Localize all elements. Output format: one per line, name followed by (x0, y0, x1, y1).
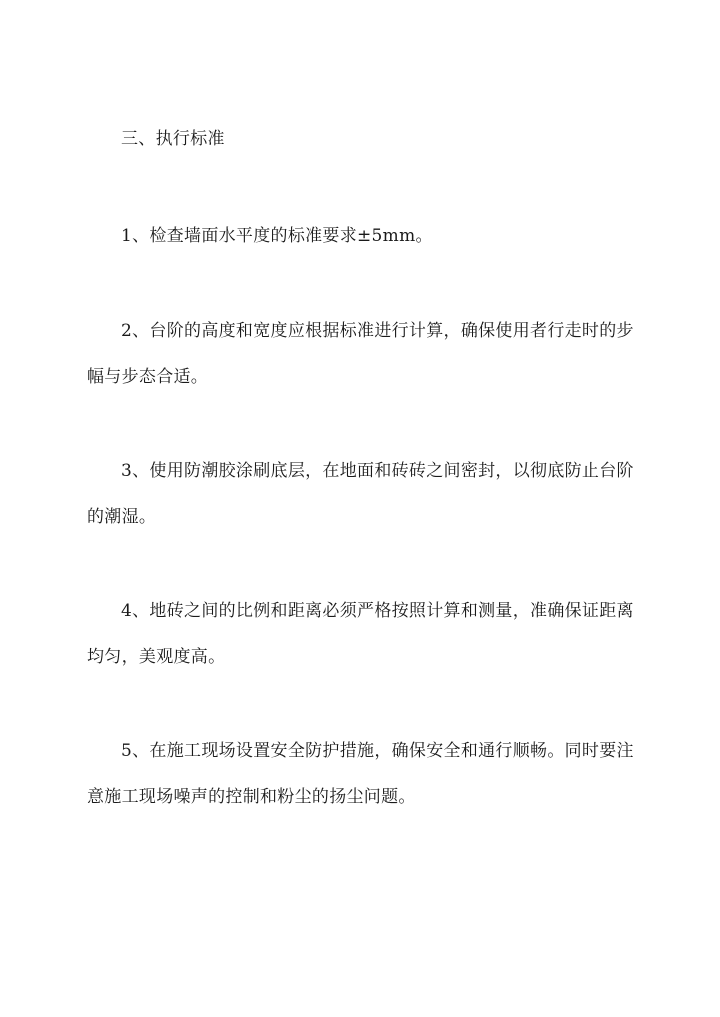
section-heading: 三、执行标准 (121, 129, 225, 149)
paragraph-4-line-2: 均匀，美观度高。 (87, 647, 226, 667)
paragraph-5-line-1: 5、在施工现场设置安全防护措施，确保安全和通行顺畅。同时要注 (121, 741, 634, 761)
paragraph-4-line-1: 4、地砖之间的比例和距离必须严格按照计算和测量，准确保证距离 (121, 601, 634, 621)
paragraph-2-line-2: 幅与步态合适。 (87, 367, 209, 387)
paragraph-5-line-2: 意施工现场噪声的控制和粉尘的扬尘问题。 (87, 787, 416, 807)
paragraph-3-line-2: 的潮湿。 (87, 507, 157, 527)
paragraph-1-line-1: 1、检查墙面水平度的标准要求±5mm。 (121, 226, 433, 246)
paragraph-3-line-1: 3、使用防潮胶涂刷底层，在地面和砖砖之间密封，以彻底防止台阶 (121, 461, 634, 481)
paragraph-2-line-1: 2、台阶的高度和宽度应根据标准进行计算，确保使用者行走时的步 (121, 321, 634, 341)
